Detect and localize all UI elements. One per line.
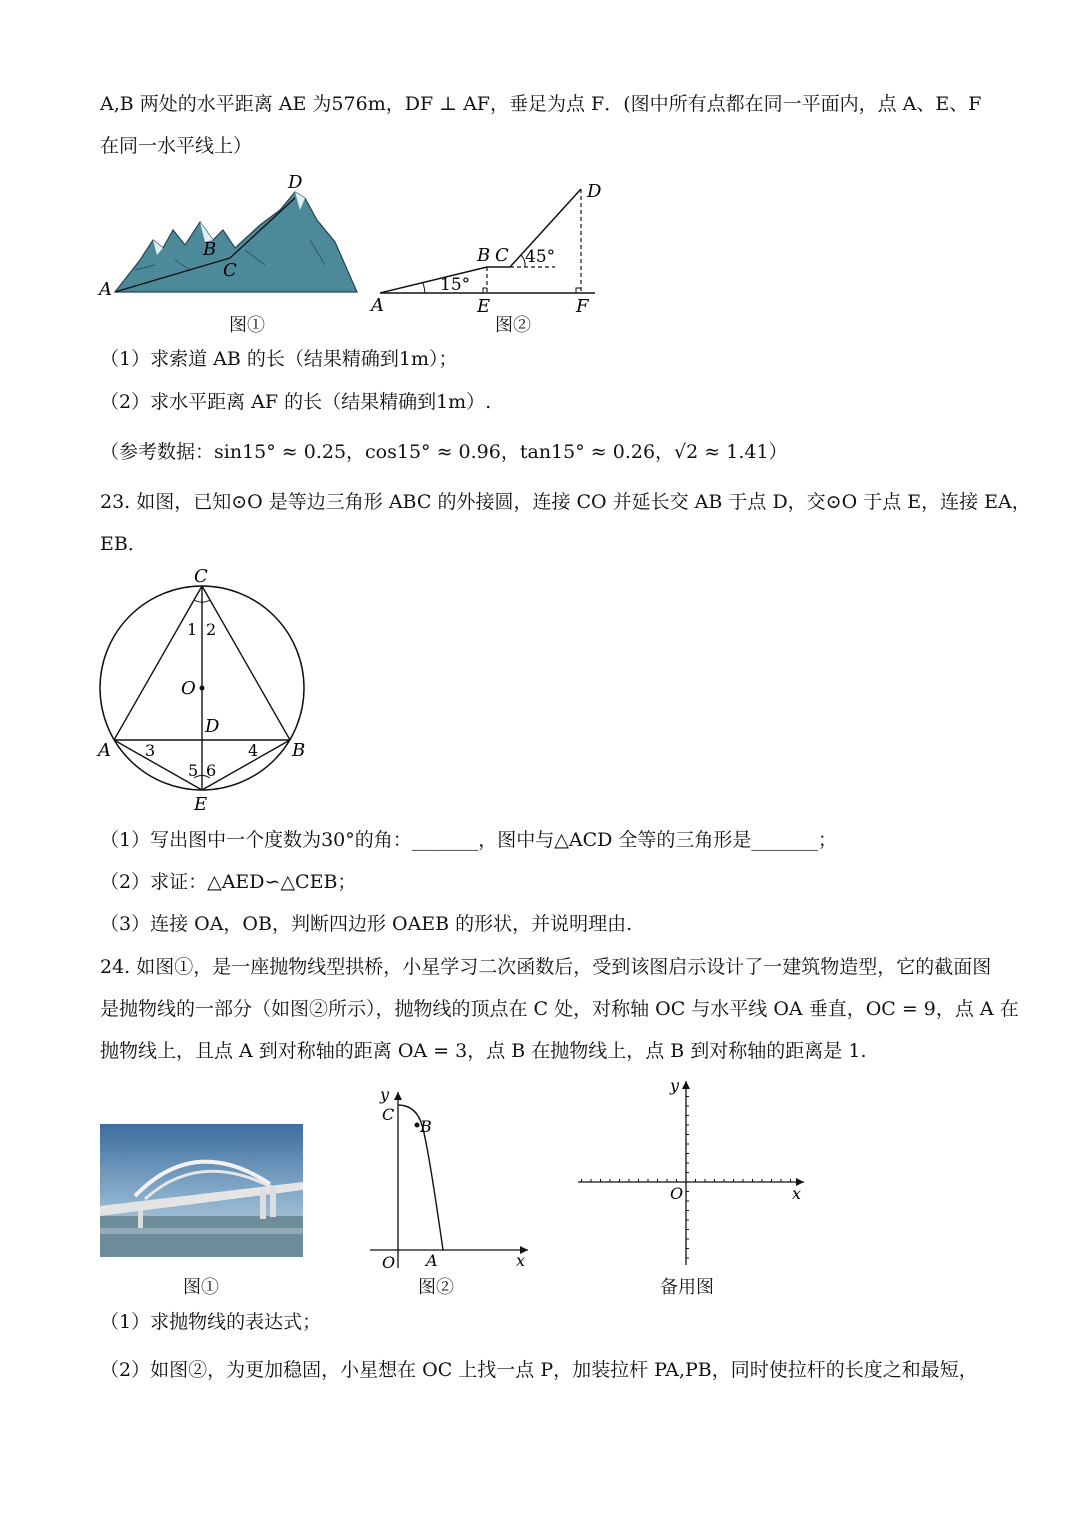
p22-question-1: （1）求索道 AB 的长（结果精确到1m）； — [100, 348, 458, 370]
label-F2: F — [576, 296, 589, 315]
p22-reference-data: （参考数据：sin15° ≈ 0.25，cos15° ≈ 0.96，tan15° ≈ 0.26，√2 ≈ 1.41） — [100, 441, 788, 463]
p24-text-line1: 24. 如图①，是一座抛物线型拱桥，小星学习二次函数后，受到该图启示设计了一建筑物造型，它的截面图 — [100, 956, 992, 978]
label-O: O — [670, 1184, 684, 1203]
p23-text-line2: EB． — [100, 533, 147, 555]
p24-fig3-caption: 备用图 — [660, 1277, 714, 1298]
label-D2: D — [587, 181, 602, 202]
axis-x-label: x — [792, 1184, 802, 1203]
label-C: C — [382, 1105, 395, 1124]
p23-question-1: （1）写出图中一个度数为30°的角：_______，图中与△ACD 全等的三角形是_______； — [100, 829, 837, 851]
angle-1-label: 1 — [187, 620, 198, 639]
label-E2: E — [477, 296, 491, 315]
circle-triangle-figure — [90, 560, 320, 820]
angle-3-label: 3 — [145, 741, 156, 760]
label-A: A — [98, 740, 111, 761]
p22-question-2: （2）求水平距离 AF 的长（结果精确到1m）. — [100, 391, 492, 413]
angle-45-label: 45° — [525, 247, 556, 267]
p24-fig1-caption: 图① — [183, 1277, 219, 1298]
bridge-photo — [100, 1124, 303, 1257]
p23-question-3: （3）连接 OA，OB，判断四边形 OAEB 的形状，并说明理由. — [100, 913, 633, 935]
p24-text-line2: 是抛物线的一部分（如图②所示），抛物线的顶点在 C 处，对称轴 OC 与水平线 OA 垂直，OC = 9，点 A 在 — [100, 998, 1019, 1020]
axis-y-label: y — [670, 1076, 680, 1095]
label-C: C — [194, 566, 208, 587]
fig2-caption: 图② — [495, 315, 531, 336]
fig1-caption: 图① — [229, 315, 265, 336]
angle-2-label: 2 — [206, 620, 217, 639]
label-O: O — [181, 678, 196, 699]
p24-text-line3: 抛物线上，且点 A 到对称轴的距离 OA = 3，点 B 在抛物线上，点 B 到对称轴的距离是 1. — [100, 1040, 867, 1062]
p23-text-line1: 23. 如图，已知⊙O 是等边三角形 ABC 的外接圆，连接 CO 并延长交 AB 于点 D，交⊙O 于点 E，连接 EA， — [100, 491, 1031, 513]
parabola-figure — [360, 1080, 540, 1275]
center-point — [200, 686, 205, 691]
label-D: D — [288, 172, 303, 193]
label-C2: C — [495, 245, 509, 266]
label-D: D — [205, 716, 220, 737]
p24-fig2-caption: 图② — [418, 1277, 454, 1298]
label-A: A — [99, 279, 112, 300]
axis-x-label: x — [516, 1251, 526, 1270]
label-O: O — [382, 1253, 396, 1272]
angle-15-label: 15° — [440, 275, 471, 295]
label-B2: B — [477, 245, 491, 266]
spare-axes-figure — [570, 1075, 810, 1270]
label-A2: A — [371, 295, 384, 315]
geometry-figure-2 — [365, 175, 615, 315]
angle-6-label: 6 — [206, 761, 217, 780]
label-B: B — [203, 239, 217, 260]
label-B: B — [420, 1117, 432, 1136]
label-B: B — [292, 740, 306, 761]
label-C: C — [223, 260, 237, 281]
angle-5-label: 5 — [188, 761, 199, 780]
axis-y-label: y — [380, 1085, 390, 1104]
mountain-figure — [95, 170, 370, 300]
angle-4-label: 4 — [248, 741, 259, 760]
p22-text-line2: 在同一水平线上） — [100, 135, 253, 157]
p24-question-1: （1）求抛物线的表达式； — [100, 1311, 322, 1333]
p22-text-line1: A,B 两处的水平距离 AE 为576m，DF ⊥ AF，垂足为点 F．(图中所有点都在同一平面内，点 A、E、F — [100, 93, 982, 115]
p23-question-2: （2）求证：△AED∽△CEB； — [100, 871, 357, 893]
label-A: A — [426, 1251, 438, 1270]
label-E: E — [194, 794, 208, 815]
p24-question-2: （2）如图②，为更加稳固，小星想在 OC 上找一点 P，加装拉杆 PA,PB，同时使拉杆的长度之和最短， — [100, 1359, 978, 1381]
